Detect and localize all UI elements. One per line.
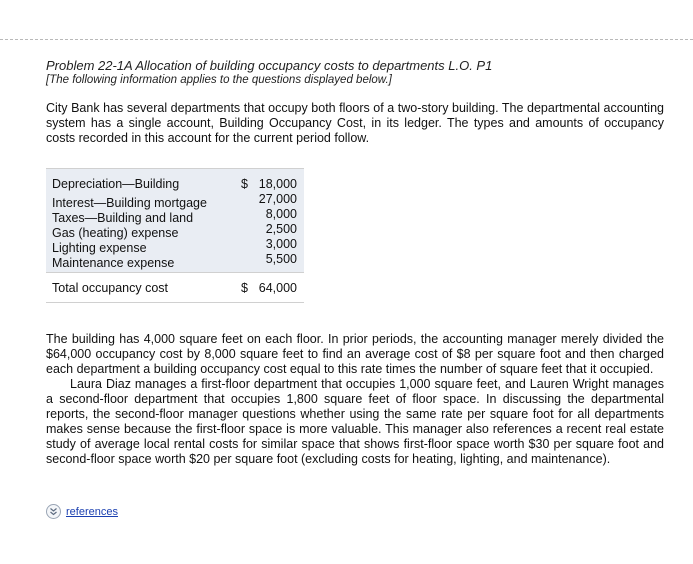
references-link[interactable]: references — [66, 505, 118, 518]
cost-label: Lighting expense — [52, 241, 147, 255]
currency-symbol: $ — [241, 281, 248, 295]
total-row-wrapper — [46, 272, 304, 303]
currency-symbol — [241, 222, 251, 237]
problem-subtitle: [The following information applies to the questions displayed below.] — [46, 74, 392, 86]
cost-rows — [46, 169, 304, 272]
top-divider — [0, 39, 693, 40]
cost-label: Gas (heating) expense — [52, 226, 179, 240]
cost-label: Interest—Building mortgage — [52, 196, 207, 210]
currency-symbol — [241, 237, 251, 252]
cost-amount: 8,000 — [265, 207, 297, 221]
cost-row-total — [46, 281, 304, 296]
cost-row-interest — [46, 192, 304, 210]
cost-amount: 5,500 — [265, 252, 297, 266]
problem-description — [46, 332, 664, 467]
problem-title: Problem 22-1A Allocation of building occupancy costs to departments L.O. P1 — [46, 58, 493, 73]
cost-label: Maintenance expense — [52, 256, 175, 270]
paragraph-1: The building has 4,000 square feet on each floor. In prior periods, the accounting manager merely divided the $64,000 occupancy cost by 8,000 square feet to find an average cost of $8 per square foot and then charged each department a building occupancy cost equal to this rate times the number of square feet that it occupied. — [46, 332, 664, 376]
cost-row-depreciation — [46, 177, 304, 192]
cost-amount: 27,000 — [258, 192, 297, 206]
paragraph-2: Laura Diaz manages a first-floor department that occupies 1,000 square feet, and Lauren Wright manages a second-floor department that occupies 1,800 square feet of floor space. In discussing the departmental reports, the second-floor manager questions whether using the same rate per square foot for all departments makes sense because the first-floor space is more valuable. This manager also references a recent real estate study of average local rental costs for similar space that shows first-floor space worth $30 per square foot and second-floor space worth $20 per square foot (excluding costs for heating, lighting, and maintenance). — [46, 377, 664, 466]
currency-symbol — [241, 207, 251, 222]
cost-label: Taxes—Building and land — [52, 211, 194, 225]
references-toggle[interactable] — [46, 504, 118, 519]
cost-amount: 3,000 — [265, 237, 297, 251]
cost-label: Depreciation—Building — [52, 177, 180, 191]
cost-amount: 2,500 — [265, 222, 297, 236]
cost-amount: 18,000 — [258, 177, 297, 191]
currency-symbol: $ — [241, 177, 248, 191]
total-amount: 64,000 — [258, 281, 297, 295]
intro-paragraph: City Bank has several departments that occupy both floors of a two-story building. The departmental accounting system has a single account, Building Occupancy Cost, in its ledger. The types and amounts of occupancy costs recorded in this account for the current period follow. — [46, 101, 664, 145]
currency-symbol — [241, 252, 251, 267]
double-chevron-down-icon[interactable] — [46, 504, 61, 519]
occupancy-cost-table — [46, 168, 304, 303]
currency-symbol — [241, 192, 251, 207]
total-label: Total occupancy cost — [52, 281, 169, 295]
